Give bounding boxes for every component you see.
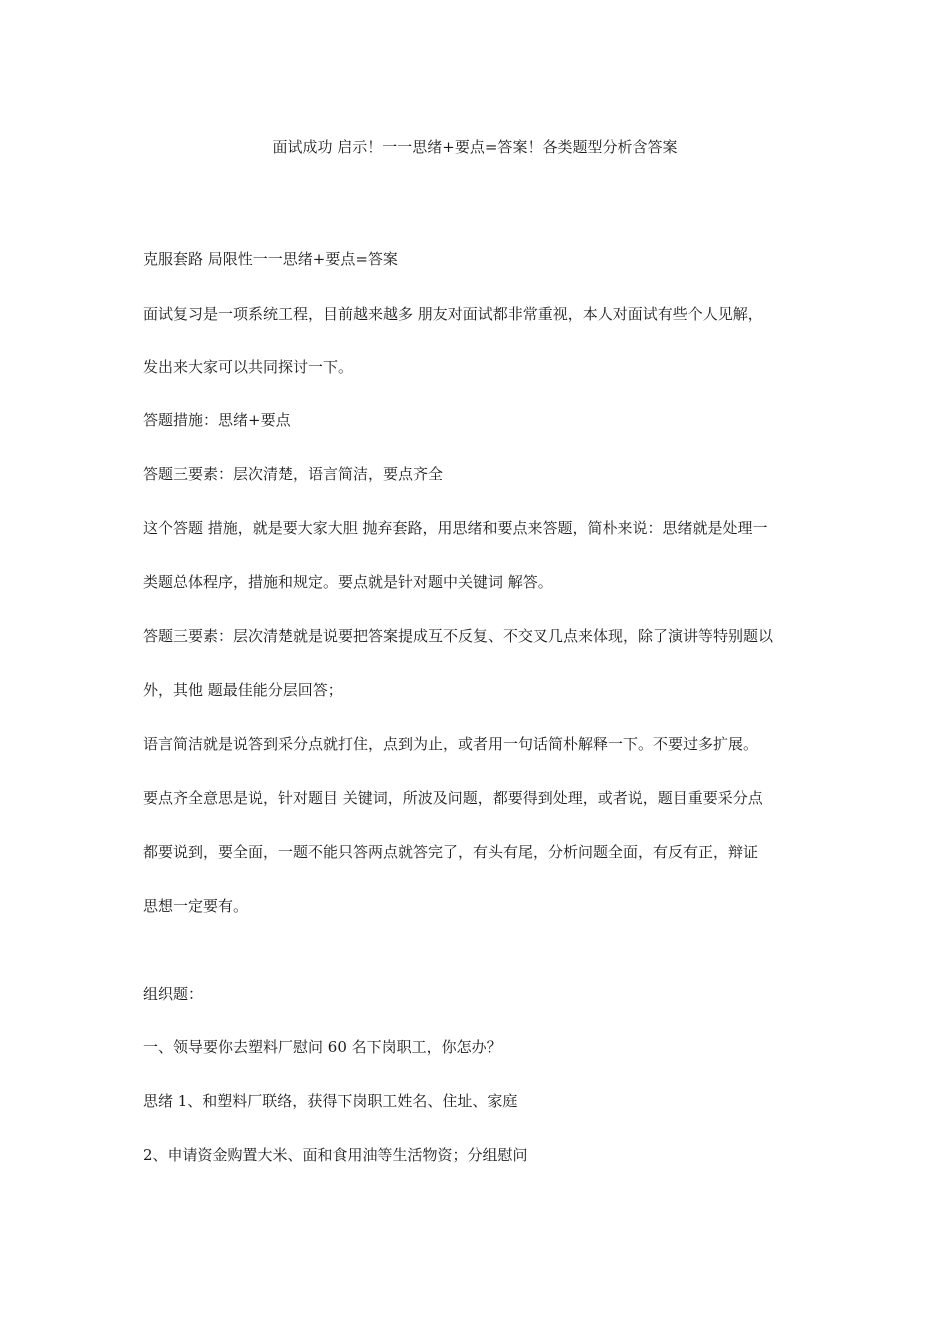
text-line: 2、申请资金购置大米、面和食用油等生活物资；分组慰问 [143,1146,528,1164]
text-line: 面试复习是一项系统工程，目前越来越多 朋友对面试都非常重视，本人对面试有些个人见解， [143,305,763,323]
text-line: 这个答题 措施，就是要大家大胆 抛弃套路，用思绪和要点来答题，简朴来说：思绪就是处理一 [143,519,768,537]
text-line: 都要说到，要全面，一题不能只答两点就答完了，有头有尾，分析问题全面，有反有正，辩证 [143,843,759,861]
text-line: 思想一定要有。 [143,897,249,915]
text-line: 答题三要素：层次清楚就是说要把答案提成互不反复、不交叉几点来体现，除了演讲等特别题以 [143,627,774,645]
document-title: 面试成功 启示！一一思绪+要点=答案！各类题型分析含答案 [272,138,678,156]
text-line: 外，其他 题最佳能分层回答； [143,681,343,699]
section-heading: 组织题： [143,985,204,1003]
text-line: 答题措施：思绪+要点 [143,411,291,429]
text-line: 克服套路 局限性一一思绪+要点=答案 [143,250,398,268]
text-line: 答题三要素：层次清楚，语言简洁，要点齐全 [143,465,444,483]
text-line: 要点齐全意思是说，针对题目 关键词，所波及问题，都要得到处理，或者说，题目重要采分点 [143,789,763,807]
text-line: 思绪 1、和塑料厂联络，获得下岗职工姓名、住址、家庭 [143,1092,518,1110]
text-line: 语言简洁就是说答到采分点就打住，点到为止，或者用一句话简朴解释一下。不要过多扩展。 [143,735,759,753]
text-line: 类题总体程序，措施和规定。要点就是针对题中关键词 解答。 [143,573,553,591]
text-line: 发出来大家可以共同探讨一下。 [143,358,354,376]
question-heading: 一、领导要你去塑料厂慰问 60 名下岗职工，你怎办？ [143,1038,502,1056]
